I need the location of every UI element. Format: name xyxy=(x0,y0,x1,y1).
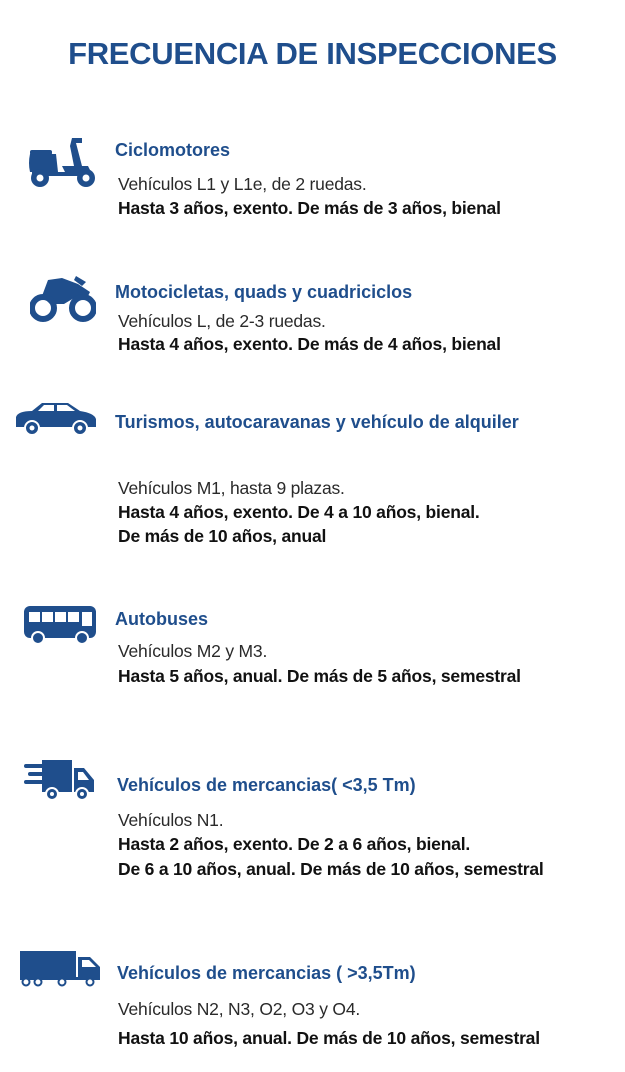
frequency-rule: Hasta 4 años, exento. De 4 a 10 años, bienal. xyxy=(118,502,480,522)
frequency-rule: Hasta 5 años, anual. De más de 5 años, semestral xyxy=(118,666,521,686)
category-label: Vehículos de mercancias( <3,5 Tm) xyxy=(117,775,416,795)
category-label: Vehículos de mercancias ( >3,5Tm) xyxy=(117,963,416,983)
frequency-rule: De más de 10 años, anual xyxy=(118,526,327,546)
category-label: Turismos, autocaravanas y vehículo de alquiler xyxy=(115,412,519,432)
vehicle-description: Vehículos N1. xyxy=(118,810,224,830)
vehicle-description: Vehículos L1 y L1e, de 2 ruedas. xyxy=(118,174,367,194)
motorcycle-icon xyxy=(30,274,96,322)
van-icon xyxy=(22,758,96,802)
truck-icon xyxy=(18,949,104,989)
bus-icon xyxy=(22,604,98,646)
vehicle-description: Vehículos N2, N3, O2, O3 y O4. xyxy=(118,999,361,1019)
vehicle-description: Vehículos L, de 2-3 ruedas. xyxy=(118,311,326,331)
category-label: Autobuses xyxy=(115,609,209,629)
car-icon xyxy=(14,401,98,437)
frequency-rule: Hasta 10 años, anual. De más de 10 años, semestral xyxy=(118,1028,540,1048)
page-title: FRECUENCIA DE INSPECCIONES xyxy=(68,36,557,71)
frequency-rule: Hasta 2 años, exento. De 2 a 6 años, bienal. xyxy=(118,834,471,854)
moped-icon xyxy=(26,136,98,190)
category-label: Motocicletas, quads y cuadriciclos xyxy=(115,282,413,302)
vehicle-description: Vehículos M2 y M3. xyxy=(118,641,268,661)
frequency-rule: Hasta 3 años, exento. De más de 3 años, bienal xyxy=(118,198,501,218)
frequency-rule: De 6 a 10 años, anual. De más de 10 años, semestral xyxy=(118,859,544,879)
frequency-rule: Hasta 4 años, exento. De más de 4 años, bienal xyxy=(118,334,501,354)
category-label: Ciclomotores xyxy=(115,140,231,160)
vehicle-description: Vehículos M1, hasta 9 plazas. xyxy=(118,478,345,498)
